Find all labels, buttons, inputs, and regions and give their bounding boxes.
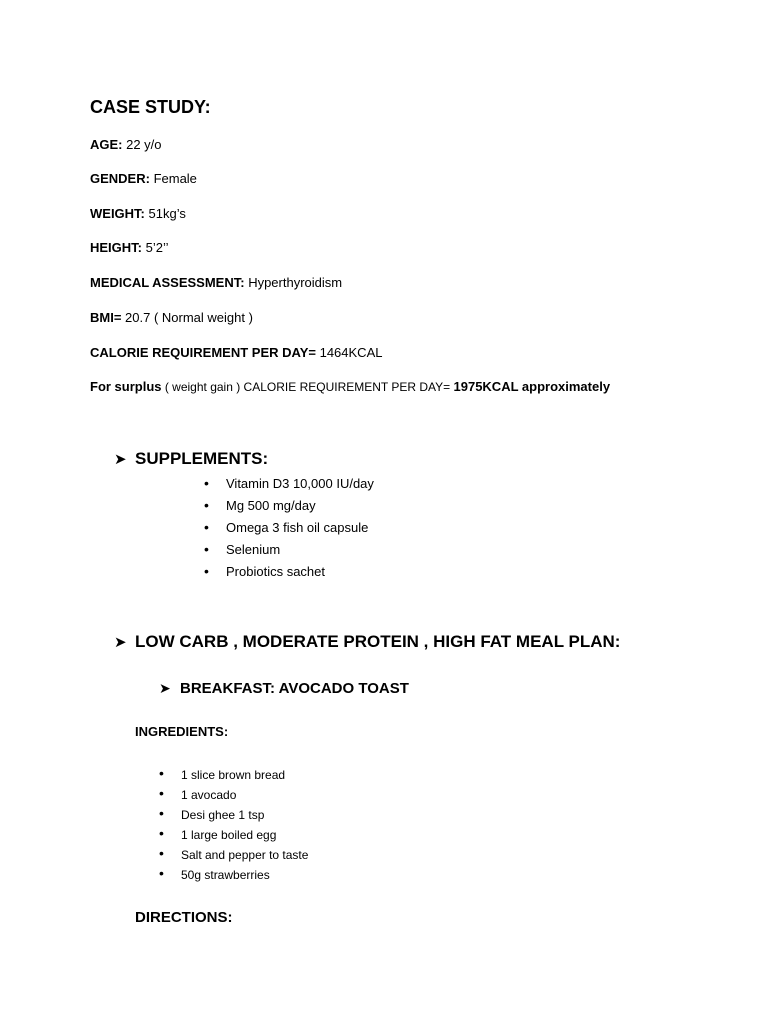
bullet-icon: •: [204, 541, 209, 557]
bullet-icon: •: [159, 865, 164, 881]
list-item: • Desi ghee 1 tsp: [159, 805, 265, 822]
bullet-icon: •: [159, 825, 164, 841]
bullet-icon: •: [204, 497, 209, 513]
height-value: 5’2’’: [142, 240, 169, 255]
arrow-bullet-icon: ➤: [159, 680, 171, 696]
medical-assessment-value: Hyperthyroidism: [244, 275, 343, 290]
weight-field: [90, 206, 186, 222]
list-item: • Probiotics sachet: [204, 563, 325, 579]
age-value: 22 y/o: [122, 137, 162, 152]
directions-heading: DIRECTIONS:: [135, 909, 233, 926]
gender-label: GENDER:: [90, 171, 150, 186]
surplus-label: For surplus: [90, 379, 162, 394]
age-field: [90, 137, 162, 153]
meal-plan-heading: [114, 632, 620, 652]
weight-value: 51kg’s: [144, 206, 186, 221]
breakfast-heading-text: BREAKFAST: AVOCADO TOAST: [180, 680, 409, 697]
bmi-label: BMI=: [90, 310, 122, 325]
list-item: • 1 large boiled egg: [159, 825, 277, 842]
calorie-requirement-field: [90, 345, 382, 361]
bullet-icon: •: [159, 785, 164, 801]
supplements-heading: [114, 449, 268, 469]
medical-assessment-label: MEDICAL ASSESSMENT:: [90, 275, 245, 290]
list-item: • Salt and pepper to taste: [159, 845, 309, 862]
list-item: • 1 slice brown bread: [159, 765, 286, 782]
breakfast-heading: [159, 680, 409, 697]
bmi-value: 20.7 ( Normal weight ): [121, 310, 253, 325]
meal-plan-heading-text: LOW CARB , MODERATE PROTEIN , HIGH FAT MEAL PLAN:: [135, 632, 621, 651]
arrow-bullet-icon: ➤: [114, 634, 127, 651]
surplus-field: [90, 379, 610, 395]
calorie-requirement-value: 1464KCAL: [315, 345, 383, 360]
supplements-heading-text: SUPPLEMENTS:: [135, 449, 269, 468]
gender-field: [90, 171, 197, 187]
height-label: HEIGHT:: [90, 240, 142, 255]
list-item: • Mg 500 mg/day: [204, 497, 316, 513]
surplus-description: ( weight gain ) CALORIE REQUIREMENT PER DAY=: [161, 380, 454, 394]
bullet-icon: •: [204, 563, 209, 579]
height-field: [90, 240, 169, 256]
arrow-bullet-icon: ➤: [114, 451, 127, 468]
bullet-icon: •: [204, 475, 209, 491]
surplus-value: 1975KCAL approximately: [453, 379, 611, 394]
age-label: AGE:: [90, 137, 123, 152]
weight-label: WEIGHT:: [90, 206, 145, 221]
medical-assessment-field: [90, 275, 342, 291]
bullet-icon: •: [159, 765, 164, 781]
bullet-icon: •: [159, 845, 164, 861]
bmi-field: [90, 310, 253, 326]
bullet-icon: •: [159, 805, 164, 821]
supplements-list: [204, 476, 374, 586]
gender-value: Female: [149, 171, 197, 186]
calorie-requirement-label: CALORIE REQUIREMENT PER DAY=: [90, 345, 316, 360]
case-study-title: CASE STUDY:: [90, 97, 211, 117]
ingredients-heading: INGREDIENTS:: [135, 724, 229, 739]
list-item: • 50g strawberries: [159, 865, 270, 882]
list-item: • 1 avocado: [159, 785, 237, 802]
ingredients-list: [159, 765, 309, 888]
list-item: • Omega 3 fish oil capsule: [204, 519, 369, 535]
list-item: • Selenium: [204, 541, 281, 557]
list-item: • Vitamin D3 10,000 IU/day: [204, 475, 374, 491]
bullet-icon: •: [204, 519, 209, 535]
